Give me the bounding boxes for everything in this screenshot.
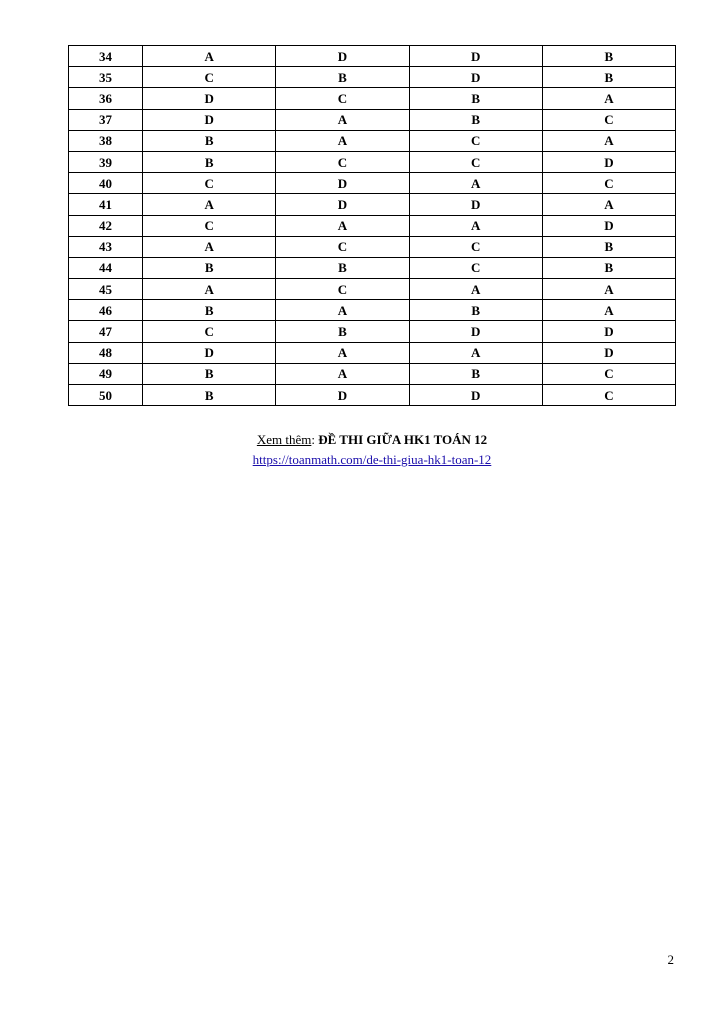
answer-cell: C (143, 215, 276, 236)
table-row (69, 385, 676, 406)
table-row (69, 67, 676, 88)
answer-cell: A (409, 173, 542, 194)
answer-cell: A (542, 88, 675, 109)
question-number-cell: 36 (69, 88, 143, 109)
answer-cell: D (276, 46, 409, 67)
answer-cell: B (542, 257, 675, 278)
exam-link[interactable]: https://toanmath.com/de-thi-giua-hk1-toan-12 (252, 452, 492, 467)
answer-cell: B (409, 363, 542, 384)
answer-cell: B (276, 321, 409, 342)
question-number-cell: 42 (69, 215, 143, 236)
question-number-cell: 40 (69, 173, 143, 194)
answer-cell: C (143, 67, 276, 88)
exam-title: ĐỀ THI GIỮA HK1 TOÁN 12 (318, 432, 488, 447)
answer-key-table (68, 45, 676, 406)
table-row (69, 300, 676, 321)
table-row (69, 130, 676, 151)
table-row (69, 279, 676, 300)
question-number-cell: 50 (69, 385, 143, 406)
table-row (69, 257, 676, 278)
answer-cell: B (542, 67, 675, 88)
see-more-label: Xem thêm (256, 432, 312, 447)
answer-cell: D (276, 385, 409, 406)
answer-cell: C (409, 257, 542, 278)
answer-cell: D (542, 342, 675, 363)
question-number-cell: 49 (69, 363, 143, 384)
see-more-separator: : (311, 432, 319, 447)
page-number: 2 (667, 952, 674, 967)
question-number-cell: 45 (69, 279, 143, 300)
answer-cell: A (143, 236, 276, 257)
answer-cell: C (542, 173, 675, 194)
question-number-cell: 46 (69, 300, 143, 321)
answer-cell: C (542, 385, 675, 406)
see-more-line (0, 430, 728, 450)
answer-cell: D (542, 321, 675, 342)
question-number-cell: 48 (69, 342, 143, 363)
answer-cell: D (143, 109, 276, 130)
table-row (69, 88, 676, 109)
answer-cell: D (409, 46, 542, 67)
answer-cell: C (276, 279, 409, 300)
question-number-cell: 35 (69, 67, 143, 88)
answer-cell: A (542, 300, 675, 321)
answer-cell: C (542, 363, 675, 384)
answer-cell: B (409, 109, 542, 130)
question-number-cell: 34 (69, 46, 143, 67)
question-number-cell: 47 (69, 321, 143, 342)
table-row (69, 363, 676, 384)
question-number-cell: 43 (69, 236, 143, 257)
answer-cell: C (276, 88, 409, 109)
answer-cell: C (542, 109, 675, 130)
answer-cell: B (143, 300, 276, 321)
answer-cell: D (409, 385, 542, 406)
table-row (69, 342, 676, 363)
table-row (69, 46, 676, 67)
answer-cell: D (409, 67, 542, 88)
answer-cell: A (276, 109, 409, 130)
answer-cell: D (409, 321, 542, 342)
answer-cell: B (143, 363, 276, 384)
answer-cell: C (409, 151, 542, 172)
answer-cell: B (542, 46, 675, 67)
table-row (69, 194, 676, 215)
answer-cell: A (143, 279, 276, 300)
answer-cell: C (143, 321, 276, 342)
answer-cell: B (409, 88, 542, 109)
answer-cell: A (276, 363, 409, 384)
answer-cell: B (143, 257, 276, 278)
answer-cell: A (276, 215, 409, 236)
table-row (69, 151, 676, 172)
answer-cell: D (143, 88, 276, 109)
answer-cell: B (409, 300, 542, 321)
answer-cell: A (276, 342, 409, 363)
question-number-cell: 39 (69, 151, 143, 172)
answer-cell: B (276, 67, 409, 88)
table-row (69, 109, 676, 130)
answer-cell: A (143, 46, 276, 67)
answer-cell: A (409, 279, 542, 300)
answer-cell: A (542, 130, 675, 151)
answer-cell: D (143, 342, 276, 363)
answer-cell: B (143, 151, 276, 172)
answer-cell: B (143, 130, 276, 151)
answer-cell: D (542, 215, 675, 236)
answer-cell: A (409, 342, 542, 363)
answer-cell: D (276, 173, 409, 194)
answer-cell: D (542, 151, 675, 172)
answer-cell: A (409, 215, 542, 236)
question-number-cell: 38 (69, 130, 143, 151)
answer-cell: B (143, 385, 276, 406)
answer-cell: A (143, 194, 276, 215)
answer-cell: A (276, 130, 409, 151)
question-number-cell: 41 (69, 194, 143, 215)
answer-cell: C (276, 236, 409, 257)
table-row (69, 173, 676, 194)
answer-cell: A (542, 279, 675, 300)
answer-cell: A (542, 194, 675, 215)
answer-cell: C (409, 236, 542, 257)
link-line (0, 450, 728, 470)
table-row (69, 215, 676, 236)
table-row (69, 321, 676, 342)
answer-cell: A (276, 300, 409, 321)
answer-cell: C (276, 151, 409, 172)
answer-cell: D (276, 194, 409, 215)
question-number-cell: 44 (69, 257, 143, 278)
answer-cell: D (409, 194, 542, 215)
table-row (69, 236, 676, 257)
question-number-cell: 37 (69, 109, 143, 130)
answer-cell: C (143, 173, 276, 194)
see-more-block (0, 430, 728, 470)
answer-cell: B (542, 236, 675, 257)
answer-cell: C (409, 130, 542, 151)
answer-key-body (69, 46, 676, 406)
answer-cell: B (276, 257, 409, 278)
